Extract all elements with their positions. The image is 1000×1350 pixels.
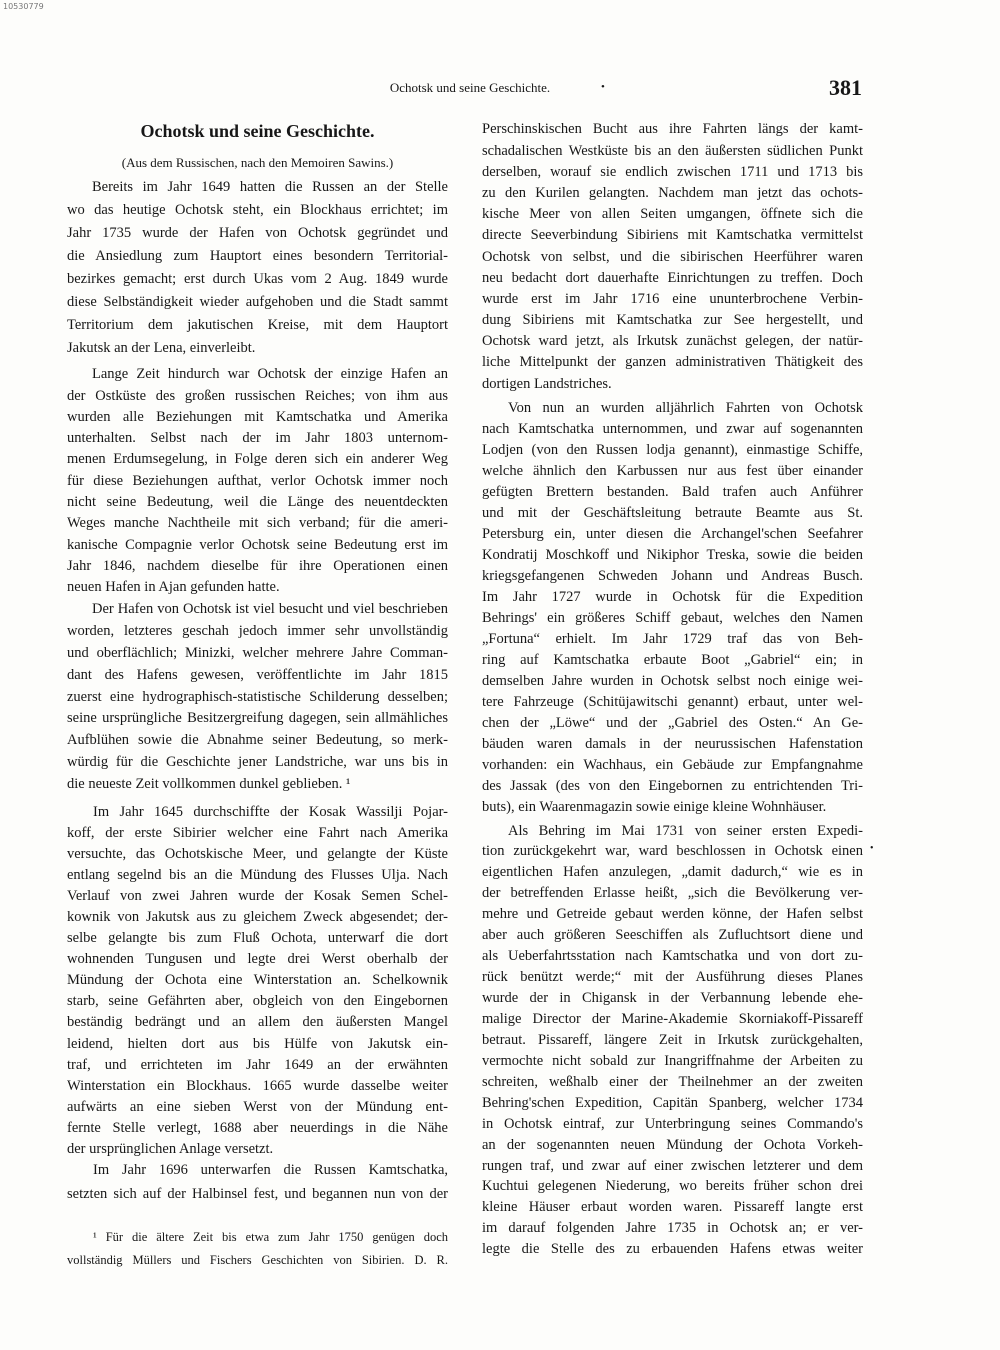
right-column-line-row <box>482 1051 863 1072</box>
left-column-line: Jahr 1735 wurde der Hafen von Ochotsk gegründet und <box>67 224 448 241</box>
right-column-line: „Fortuna“ erhielt. Im Jahr 1729 traf das von Beh- <box>482 631 863 648</box>
right-column-line-row <box>482 1218 863 1239</box>
right-column-line: chen der „Löwe“ und der „Gabriel des Osten.“ An Ge- <box>482 715 863 732</box>
right-column-line-row <box>482 183 863 204</box>
right-column-line: kriegsgefangenen Schweden Johann und Andreas Busch. <box>482 567 863 584</box>
right-column-line-row <box>482 119 863 140</box>
left-column-line-row <box>67 752 448 774</box>
left-column-line: worden, letzteres geschah jedoch immer sehr unvollständig <box>67 622 448 639</box>
right-column-line: im darauf folgenden Jahre 1735 in Ochotsk an; er ver- <box>482 1220 863 1237</box>
left-column-line-row <box>67 364 448 385</box>
right-column-line: Kuchtui gelegenen Niederung, wo bereits früher schon drei <box>482 1178 863 1195</box>
right-column-line: welche ähnlich den Karbussen nur aus fest über einander <box>482 462 863 479</box>
right-column-line: Behring'schen Expedition, Capitän Spanberg, welcher 1734 <box>482 1094 863 1111</box>
left-column-line: menen Erdumsegelung, in Folge deren sich ein anderer Weg <box>67 451 448 468</box>
left-column-line: zuerst eine hydrographisch-statistische Schilderung desselben; <box>67 688 448 705</box>
right-column-line-row <box>482 225 863 246</box>
right-column-line: malige Director der Marine-Akademie Skorniakoff-Pissareff <box>482 1010 863 1027</box>
right-column-line-row <box>482 503 863 524</box>
left-column-line-row <box>67 1182 448 1206</box>
header-mark: • <box>601 81 605 93</box>
footnote-line-row <box>67 1226 448 1249</box>
left-column-line: Weges manche Nachtheile mit sich verband; für die ameri- <box>67 515 448 532</box>
left-column-line: die neueste Zeit vollkommen dunkel geblieben. ¹ <box>67 776 351 793</box>
left-column-line-row <box>67 535 448 556</box>
right-column-line-row <box>482 1135 863 1156</box>
left-column-line-row <box>67 492 448 513</box>
left-column-line-row <box>67 949 448 970</box>
right-column-line-row <box>482 1114 863 1135</box>
right-column-line: rungen traf, und zwar auf einer zwischen letzterer und dem <box>482 1157 863 1174</box>
left-column-line-row <box>67 222 448 245</box>
left-column-paragraph <box>67 176 448 360</box>
right-column-line: an der sogenannten neuen Mündung der Ochota Vorkeh- <box>482 1136 863 1153</box>
right-column-line: vorhanden: ein Wachhaus, ein Gebäude zur Empfangnahme <box>482 757 863 774</box>
right-column-paragraph <box>482 821 863 1261</box>
left-column-line-row <box>67 1034 448 1055</box>
left-column-line-row <box>67 1055 448 1076</box>
left-column-line-row <box>67 865 448 886</box>
right-column-line-row <box>482 268 863 289</box>
left-column-line-row <box>67 1076 448 1097</box>
left-column-line: beständig bedrängt und an allem den äußersten Mangel <box>67 1014 448 1031</box>
left-column-line-row <box>67 176 448 199</box>
left-column <box>67 0 448 1350</box>
right-column-line: neu bedacht dort dauerhafte Einrichtungen zu treffen. Doch <box>482 269 863 286</box>
right-column-line-row <box>482 482 863 503</box>
right-column-line-row <box>482 988 863 1009</box>
right-column-line-row <box>482 331 863 352</box>
right-column-line: liche Mittelpunkt der ganzen administrativen Thätigkeit des <box>482 354 863 371</box>
left-column-line: neuen Hafen in Ajan gefunden hatte. <box>67 579 280 596</box>
left-column-line-row <box>67 970 448 991</box>
right-column-line-row <box>482 352 863 373</box>
corner-number: 10530779 <box>3 2 44 11</box>
margin-mark: • <box>870 843 874 854</box>
right-column-line-row <box>482 734 863 755</box>
left-column-line: Im Jahr 1645 durchschiffte der Kosak Wassilji Pojar- <box>93 803 448 820</box>
left-column-line-row <box>67 291 448 314</box>
right-column-line: gefügten Brettern bestanden. Bald trafen auch Anführer <box>482 483 863 500</box>
left-column-line: Mündung der Ochota eine Winterstation an. Schelkownik <box>67 972 448 989</box>
right-column-line-row <box>482 797 863 818</box>
left-column-line-row <box>67 665 448 687</box>
left-column-line: Jakutsk an der Lena, einverleibt. <box>67 339 256 356</box>
left-column-line: leidend, hielten dort aus bis Hülfe von Jakutsk ein- <box>67 1035 448 1052</box>
right-column-line-row <box>482 925 863 946</box>
left-column-line: diese Selbständigkeit wieder aufgehoben und die Stadt sammt <box>67 293 448 310</box>
right-column-line: schadalischen Westküste bis an den äußersten südlichen Punkt <box>482 142 863 159</box>
right-column-line: betraut. Pissareff, längere Zeit in Irkutsk zurückgehalten, <box>482 1031 863 1048</box>
right-column-line-row <box>482 398 863 419</box>
left-column-line-row <box>67 386 448 407</box>
left-column-line: nicht seine Bedeutung, weil die Länge des neuentdeckten <box>67 494 448 511</box>
left-column-line-row <box>67 643 448 665</box>
right-column-line: vermochte nicht sobald zur Inangriffnahme der Arbeiten zu <box>482 1052 863 1069</box>
right-column-line: Ochotsk ward jetzt, als Irkutsk zunächst gelegen, der natür- <box>482 333 863 350</box>
left-column-line: für diese Beziehungen aufthat, verlor Ochotsk immer noch <box>67 472 448 489</box>
left-column-line: traf, und errichteten im Jahr 1649 an der erwähnten <box>67 1056 448 1073</box>
right-column-line-row <box>482 862 863 883</box>
article-subtitle: (Aus dem Russischen, nach den Memoiren Sawins.) <box>121 155 394 170</box>
right-column-line-row <box>482 904 863 925</box>
right-column-line-row <box>482 204 863 225</box>
left-column-line-row <box>67 314 448 337</box>
right-column-line-row <box>482 692 863 713</box>
right-column-line: Kondratij Moschkoff und Nikiphor Treska, sowie die beiden <box>482 546 863 563</box>
left-column-line-row <box>67 991 448 1012</box>
right-column <box>482 0 863 1350</box>
right-column-line-row <box>482 461 863 482</box>
left-column-line: Bereits im Jahr 1649 hatten die Russen an der Stelle <box>92 178 448 195</box>
right-column-line: kleine Häuser erbaut worden waren. Pissareff langte erst <box>482 1199 863 1216</box>
right-column-line-row <box>482 755 863 776</box>
footnote-line: ¹ Für die ältere Zeit bis etwa zum Jahr 1750 genügen doch <box>93 1230 448 1244</box>
left-column-line: seine ursprüngliche Besitzergreifung dagegen, sein allmähliches <box>67 710 448 727</box>
right-column-line-row <box>482 671 863 692</box>
right-column-line: Perschinskischen Bucht aus ihre Fahrten längs der kamt- <box>482 121 863 138</box>
right-column-line-row <box>482 608 863 629</box>
right-column-line-row <box>482 1030 863 1051</box>
left-column-line-row <box>67 449 448 470</box>
right-column-line: des Jassak (des von den Eingebornen zu entrichtenden Tri- <box>482 778 863 795</box>
right-column-line: buts), ein Waarenmagazin sowie einige kleine Wohnhäuser. <box>482 799 827 816</box>
running-header-title: Ochotsk und seine Geschichte. <box>389 80 551 95</box>
right-column-line: eigentlichen Hafen anzulegen, „damit dadurch,“ wie es in <box>482 864 863 881</box>
left-column-line-row <box>67 886 448 907</box>
left-column-line: Der Hafen von Ochotsk ist viel besucht und viel beschrieben <box>92 601 448 617</box>
left-column-line: und oberflächlich; Minizki, welcher mehrere Jahre Comman- <box>67 644 448 661</box>
right-column-line: mehre und Getreide gebaut werden könne, der Hafen selbst <box>482 906 863 923</box>
footnote <box>67 1226 448 1272</box>
left-column-line-row <box>67 774 448 796</box>
left-column-paragraph <box>67 1158 448 1206</box>
left-column-line-row <box>67 687 448 709</box>
right-column-line-row <box>482 587 863 608</box>
right-column-line-row <box>482 141 863 162</box>
right-column-line: kische Meer von allen Seiten umgangen, öffnete sich die <box>482 206 863 223</box>
left-column-line: Aufblühen sowie die Abnahme seiner Bedeutung, so merk- <box>67 732 448 749</box>
left-column-line-row <box>67 708 448 730</box>
right-column-line: Petersburg ein, unter diesen die Archangel'schen Seefahrer <box>482 525 863 542</box>
right-column-line-row <box>482 629 863 650</box>
left-column-line: Territorium dem jakutischen Kreise, mit dem Hauptort <box>67 316 448 333</box>
left-column-line-row <box>67 1012 448 1033</box>
left-column-line: wohnenden Tungusen und legte drei Werst oberhalb der <box>67 951 448 968</box>
right-column-line-row <box>482 967 863 988</box>
left-column-line: wurden alle Beziehungen mit Kamtschatka und Amerika <box>67 408 448 425</box>
left-column-line-row <box>67 802 448 823</box>
right-column-line-row <box>482 946 863 967</box>
right-column-line: demselben Jahre wurden in Ochotsk selbst noch einige wei- <box>482 673 863 690</box>
right-column-line-row <box>482 776 863 797</box>
left-column-line-row <box>67 337 448 360</box>
right-column-line-row <box>482 289 863 310</box>
right-column-line: dortigen Landstriches. <box>482 375 612 392</box>
left-column-line-row <box>67 245 448 268</box>
left-column-line-row <box>67 407 448 428</box>
right-column-line: tere Fahrzeuge (Schitüjawitschi genannt) erbaut, unter wel- <box>482 694 863 711</box>
left-column-line: setzten sich auf der Halbinsel fest, und begannen nun von der <box>67 1186 448 1202</box>
right-column-line: schreiten, weßhalb einer der Theilnehmer an der zweiten <box>482 1073 863 1090</box>
left-column-line: Jahr 1846, nachdem dieselbe für ihre Operationen einen <box>67 557 448 574</box>
left-column-line: entlang segelnd bis an die Mündung des Flusses Ulja. Nach <box>67 866 448 883</box>
left-column-line-row <box>67 471 448 492</box>
right-column-line: dung Sibiriens mit Kamtschatka zur See hergestellt, und <box>482 312 863 329</box>
left-column-line-row <box>67 928 448 949</box>
left-column-line-row <box>67 577 448 598</box>
left-column-line-row <box>67 1158 448 1182</box>
right-column-line-row <box>482 247 863 268</box>
right-column-line: wurde der in Chigansk in der Verbannung lebende ehe- <box>482 990 863 1006</box>
left-column-line: Lange Zeit hindurch war Ochotsk der einzige Hafen an <box>92 366 448 383</box>
right-column-line: Behrings' ein größeres Schiff gebaut, welches den Namen <box>482 609 863 626</box>
left-column-line: selbe gelangte bis zum Fluß Ochota, unterwarf die dort <box>67 930 448 947</box>
left-column-line-row <box>67 599 448 621</box>
right-column-line: der betreffenden Erlasse heißt, „sich die Bevölkerung ver- <box>482 885 863 902</box>
right-column-line: Von nun an wurden alljährlich Fahrten von Ochotsk <box>508 399 863 416</box>
right-column-line-row <box>482 440 863 461</box>
left-column-line-row <box>67 199 448 222</box>
left-column-line: versuchte, das Ochotskische Meer, und gelangte der Küste <box>67 845 448 862</box>
right-column-line-row <box>482 1176 863 1197</box>
right-column-line-row <box>482 566 863 587</box>
right-column-line-row <box>482 821 863 842</box>
left-column-line-row <box>67 907 448 928</box>
right-column-line: legte die Stelle des zu erbauenden Hafens etwas weiter <box>482 1241 863 1258</box>
right-column-line-row <box>482 1239 863 1260</box>
left-column-line: dant des Hafens gewesen, veröffentlichte im Jahr 1815 <box>67 666 448 683</box>
right-column-line-row <box>482 841 863 862</box>
page-number: 381 <box>829 75 862 100</box>
left-column-line-row <box>67 428 448 449</box>
left-column-line: würdig für die Geschichte jener Landstriche, war uns bis in <box>67 754 448 771</box>
right-column-line: zu den Kurilen gelangten. Nachdem man jetzt das ochots- <box>482 184 863 201</box>
right-column-line-row <box>482 1197 863 1218</box>
right-column-line: ring auf Kamtschatka erbaute Boot „Gabriel“ ein; in <box>482 652 863 669</box>
left-column-line: fernte Stelle verlegt, 1688 aber neuerdings in die Nähe <box>67 1119 448 1136</box>
left-column-line: starb, seine Gefährten aber, obgleich von den Eingebornen <box>67 993 448 1010</box>
right-column-line: und mit der Geschäftsleitung betraute Beamte aus St. <box>482 504 863 521</box>
right-column-line-row <box>482 545 863 566</box>
right-column-line: derselben, worauf sie endlich zwischen 1711 und 1713 bis <box>482 163 863 180</box>
left-column-line: Verlauf von zwei Jahren wurde der Kosak Semen Schel- <box>67 887 448 904</box>
left-column-line-row <box>67 1118 448 1139</box>
left-column-line: die Ansiedlung zum Hauptort eines besondern Territorial- <box>67 247 448 264</box>
left-column-line: bezirkes gemacht; erst durch Ukas vom 2 Aug. 1849 wurde <box>67 270 448 287</box>
left-column-line: aufwärts an eine sieben Werst von der Mündung ent- <box>67 1098 448 1115</box>
left-column-line-row <box>67 556 448 577</box>
right-column-line-row <box>482 713 863 734</box>
left-column-line: wo das heutige Ochotsk steht, ein Blockhaus errichtet; im <box>67 201 448 218</box>
left-column-line: Winterstation ein Blockhaus. 1665 wurde dasselbe weiter <box>67 1077 448 1094</box>
left-column-paragraph <box>67 802 448 1161</box>
right-column-line-row <box>482 1072 863 1093</box>
left-column-line: kanische Compagnie verlor Ochotsk seine Bedeutung erst im <box>67 536 448 553</box>
right-column-paragraph <box>482 398 863 819</box>
left-column-line: der Ostküste des großen russischen Reiches; von ihm aus <box>67 387 448 404</box>
right-column-line: bäuden waren damals in der neurussischen Hafenstation <box>482 736 863 753</box>
right-column-line-row <box>482 1093 863 1114</box>
right-column-line-row <box>482 1156 863 1177</box>
left-column-line: koff, der erste Sibirier welcher eine Fahrt nach Amerika <box>67 824 448 841</box>
right-column-line: rück benützt werde;“ mit der Ausführung dieses Planes <box>482 969 863 986</box>
left-column-line-row <box>67 1097 448 1118</box>
left-column-paragraph <box>67 599 448 796</box>
right-column-line-row <box>482 1009 863 1030</box>
right-column-line-row <box>482 650 863 671</box>
right-column-line: in Ochotsk eintraf, zur Unterbringung seines Commando's <box>482 1115 863 1132</box>
right-column-line-row <box>482 524 863 545</box>
right-column-line-row <box>482 419 863 440</box>
left-column-line: Im Jahr 1696 unterwarfen die Russen Kamtschatka, <box>93 1162 448 1178</box>
right-column-line-row <box>482 162 863 183</box>
left-column-line-row <box>67 823 448 844</box>
right-column-line-row <box>482 883 863 904</box>
left-column-line-row <box>67 621 448 643</box>
right-column-line: Lodjen (von den Russen lodja genannt), einmastige Schiffe, <box>482 441 863 458</box>
right-column-line-row <box>482 374 863 395</box>
left-column-line-row <box>67 268 448 291</box>
footnote-line-row <box>67 1249 448 1272</box>
right-column-line: directe Seeverbindung Sibiriens mit Kamtschatka vermittelst <box>482 227 863 244</box>
left-column-line: unterhalten. Selbst nach der im Jahr 1803 unternom- <box>67 430 448 447</box>
left-column-line-row <box>67 1139 448 1160</box>
left-column-line: kownik von Jakutsk aus zu gleichem Zweck abgesendet; der- <box>67 908 448 925</box>
right-column-line: Als Behring im Mai 1731 von seiner ersten Expedi- <box>508 822 863 839</box>
right-column-line: als Ueberfahrtsstation nach Kamtschatka und von dort zu- <box>482 948 863 965</box>
right-column-line-row <box>482 310 863 331</box>
right-column-line: Im Jahr 1727 wurde in Ochotsk für die Expedition <box>482 588 863 605</box>
left-column-line-row <box>67 844 448 865</box>
left-column-line-row <box>67 513 448 534</box>
right-column-line: aber auch größeren Seeschiffen als Zufluchtsort diene und <box>482 927 863 944</box>
right-column-line: Ochotsk von selbst, und die sibirischen Heerführer waren <box>482 248 863 265</box>
left-column-paragraph <box>67 364 448 598</box>
footnote-line: vollständig Müllers und Fischers Geschichten von Sibirien. D. R. <box>67 1253 448 1267</box>
right-column-paragraph <box>482 119 863 394</box>
right-column-line: tion zurückgekehrt war, ward beschlossen in Ochotsk einen <box>482 843 863 860</box>
right-column-line: wurde erst im Jahr 1716 eine ununterbrochene Verbin- <box>482 290 863 307</box>
right-column-line: nach Kamtschatka unternommen, und zwar auf sogenannten <box>482 420 863 437</box>
left-column-line-row <box>67 730 448 752</box>
left-column-line: der ursprünglichen Anlage versetzt. <box>67 1141 274 1157</box>
article-title: Ochotsk und seine Geschichte. <box>140 121 375 141</box>
